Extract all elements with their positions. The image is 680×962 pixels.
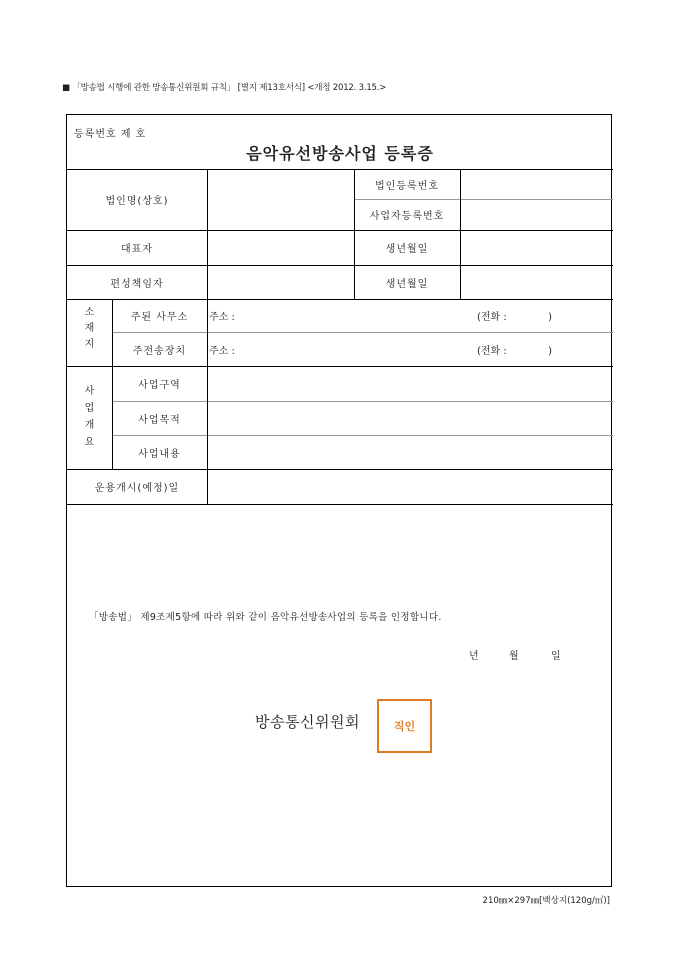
overview-char: 요 bbox=[84, 437, 95, 448]
official-seal-stamp bbox=[377, 699, 432, 753]
editor-in-chief-field[interactable] bbox=[207, 265, 354, 299]
location-char: 소 bbox=[84, 307, 95, 318]
main-transmitter-phone-label: (전화 : ) bbox=[477, 345, 552, 357]
representative-birth-field[interactable] bbox=[460, 230, 613, 265]
corp-name-field[interactable] bbox=[207, 169, 354, 230]
main-office-phone-label: (전화 : ) bbox=[477, 312, 552, 323]
certification-statement: 「방송법」 제9조제5항에 따라 위와 같이 음악유선방송사업의 등록을 인정합니다. bbox=[89, 612, 442, 623]
editor-in-chief-label: 편성책임자 bbox=[110, 278, 164, 290]
date-year-label: 년 bbox=[469, 651, 479, 662]
date-month-label: 월 bbox=[509, 651, 519, 662]
biz-reg-no-field[interactable] bbox=[460, 199, 613, 230]
location-group-label bbox=[67, 305, 112, 353]
overview-char: 사 bbox=[84, 386, 95, 397]
representative-birth-label: 생년월일 bbox=[385, 244, 429, 255]
corp-reg-no-field[interactable] bbox=[460, 169, 613, 199]
business-purpose-label: 사업목적 bbox=[138, 414, 181, 426]
date-day-label: 일 bbox=[551, 651, 561, 662]
corp-reg-no-label: 법인등록번호 bbox=[375, 180, 439, 192]
editor-birth-field[interactable] bbox=[460, 265, 613, 299]
business-content-field[interactable] bbox=[207, 435, 613, 469]
representative-field[interactable] bbox=[207, 230, 354, 265]
main-transmitter-address-label: 주소 : bbox=[209, 345, 235, 357]
editor-birth-label: 생년월일 bbox=[385, 278, 429, 290]
overview-char: 업 bbox=[84, 403, 95, 414]
location-char: 재 bbox=[84, 323, 95, 334]
location-char: 지 bbox=[84, 339, 95, 350]
business-purpose-field[interactable] bbox=[207, 401, 613, 435]
corp-name-label: 법인명(상호) bbox=[105, 196, 169, 207]
business-content-label: 사업내용 bbox=[138, 448, 181, 460]
certificate-title: 음악유선방송사업 등록증 bbox=[246, 144, 434, 163]
overview-group-label bbox=[67, 383, 112, 451]
registration-certificate-form bbox=[66, 114, 612, 887]
divider bbox=[67, 504, 613, 505]
representative-label: 대표자 bbox=[121, 244, 153, 255]
main-office-label: 주된 사무소 bbox=[130, 312, 189, 323]
paper-spec-footer: 210㎜×297㎜[백상지(120g/㎡)] bbox=[482, 896, 610, 906]
operation-start-label: 운용개시(예정)일 bbox=[94, 483, 180, 494]
operation-start-field[interactable] bbox=[207, 469, 613, 504]
registration-number-label: 등록번호 제 호 bbox=[74, 129, 147, 140]
main-office-address-label: 주소 : bbox=[209, 312, 235, 323]
overview-char: 개 bbox=[84, 420, 95, 431]
main-transmitter-label: 주전송장치 bbox=[132, 345, 187, 357]
form-reference-header: ■ 「방송법 시행에 관한 방송통신위원회 규칙」 [별지 제13호서식] <개정 2012. 3.15.> bbox=[62, 83, 387, 93]
business-area-label: 사업구역 bbox=[138, 380, 181, 391]
business-area-field[interactable] bbox=[207, 366, 613, 401]
issuer-name: 방송통신위원회 bbox=[255, 713, 360, 731]
seal-label: 직인 bbox=[393, 720, 416, 733]
biz-reg-no-label: 사업자등록번호 bbox=[369, 211, 445, 222]
